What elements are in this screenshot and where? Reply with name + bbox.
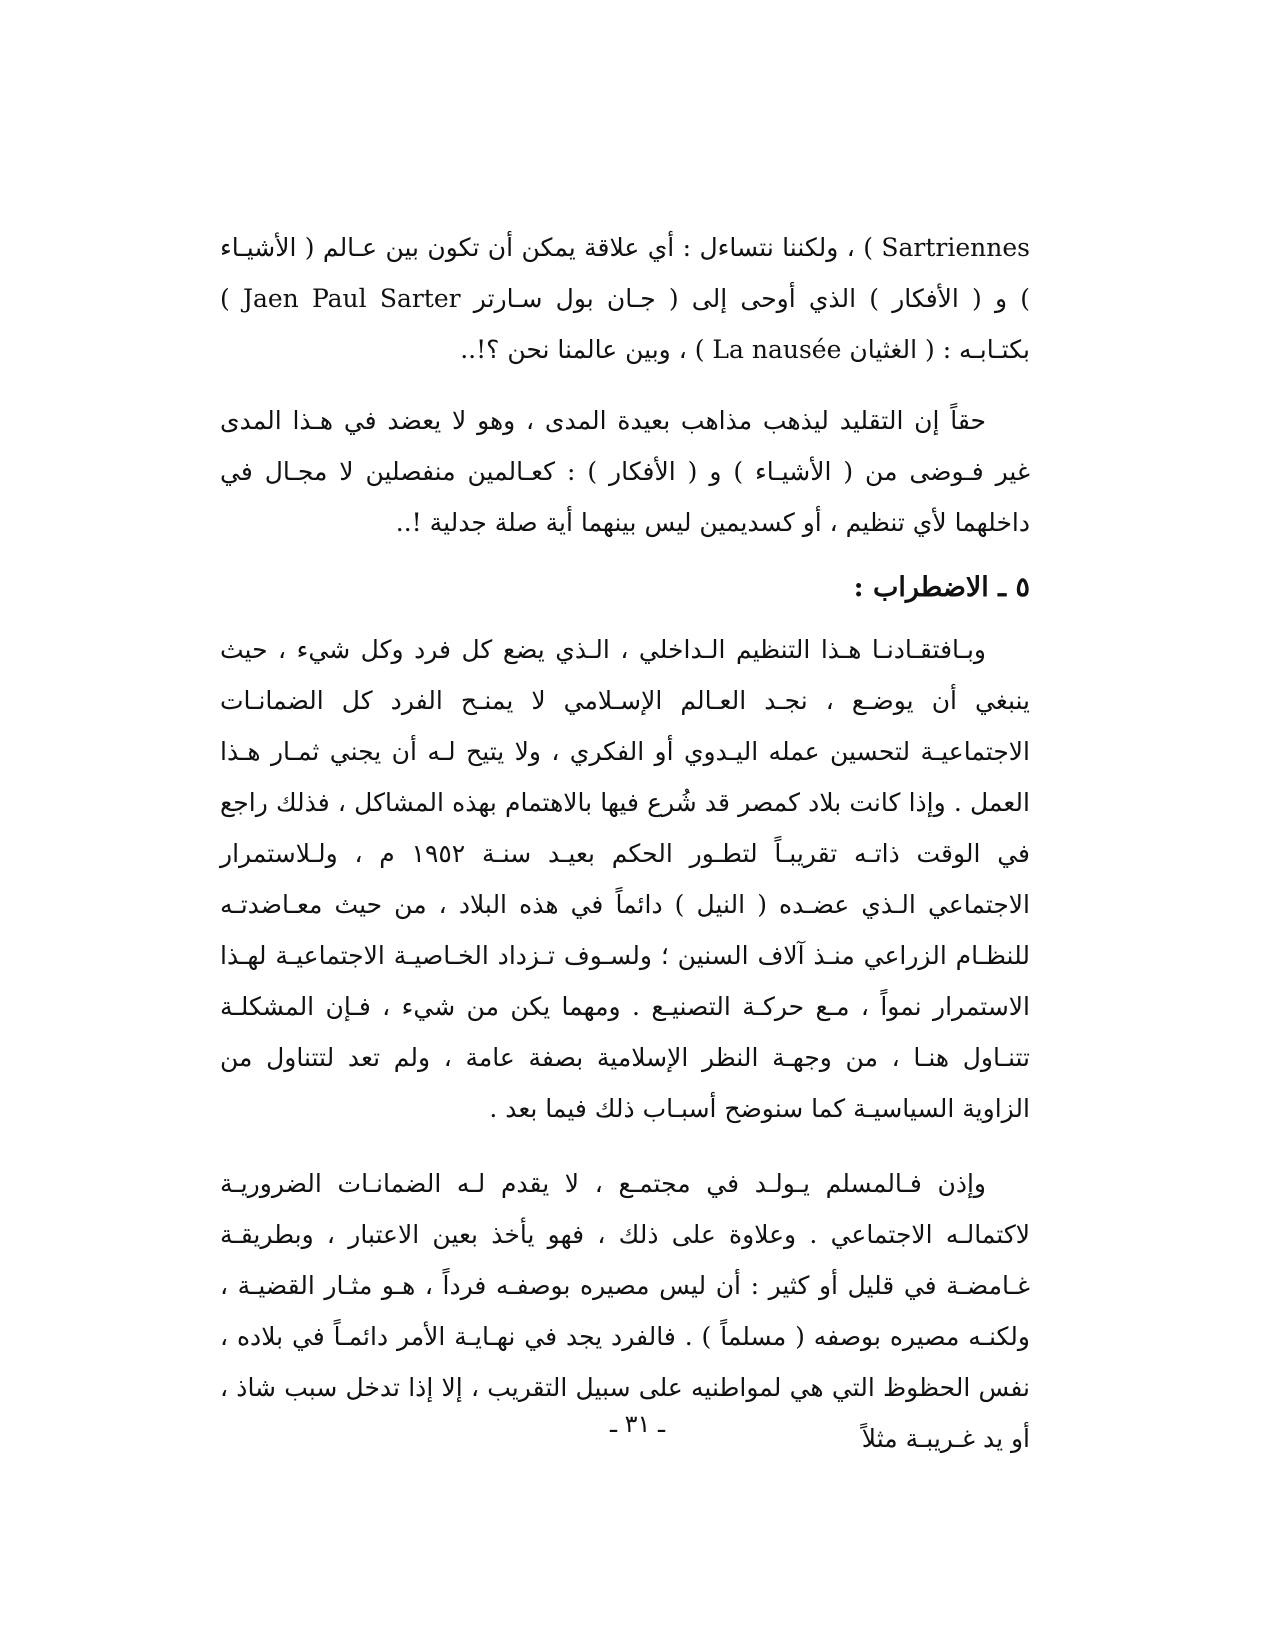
page-body xyxy=(220,222,1030,1464)
paragraph-2: حقاً إن التقليد ليذهب مذاهب بعيدة المدى ، وهو لا يعضد في هـذا المدى غير فـوضى من ( الأشيـاء ) و ( الأفكار ) : كعـالمين منفصلين لا مجـال في داخلهما لأي تنظيم ، أو كسديمين ليس بينهما أية صلة جدلية !.. xyxy=(220,406,1030,537)
paragraph-4: وإذن فـالمسلم يـولـد في مجتمـع ، لا يقدم لـه الضمانـات الضروريـة لاكتمالـه الاجتماعي . وعلاوة على ذلك ، فهو يأخذ بعين الاعتبار ، وبطريقـة غـامضـة في قليل أو كثير : أن ليس مصيره بوصفـه فرداً ، هـو مثـار القضيـة ، ولكنـه مصيره بوصفه ( مسلماً ) . فالفرد يجد في نهـايـة الأمر دائمـاً في بلاده ، نفس الحظوظ التي هي لمواطنيه على سبيل التقريب ، إلا إذا تدخل سبب شاذ ، أو يد غـريبـة مثلاً xyxy=(220,1169,1030,1453)
page-number: ـ ٣١ ـ xyxy=(609,1410,666,1438)
section-heading: ٥ ـ الاضطراب : xyxy=(853,572,1030,603)
paragraph-3: وبـافتقـادنـا هـذا التنظيم الـداخلي ، الـذي يضع كل فرد وكل شيء ، حيث ينبغي أن يوضـع ، نجـد العـالم الإسـلامي لا يمنـح الفرد كل الضمانـات الاجتماعيـة لتحسين عمله اليـدوي أو الفكري ، ولا يتيح لـه أن يجني ثمـار هـذا العمل . وإذا كانت بلاد كمصر قد شُرع فيها بالاهتمام بهذه المشاكل ، فذلك راجع في الوقت ذاتـه تقريبـاً لتطـور الحكم بعيـد سنـة ١٩٥٢ م ، ولـلاستمرار الاجتماعي الـذي عضـده ( النيل ) دائماً في هذه البلاد ، من حيث معـاضدتـه للنظـام الزراعي منـذ آلاف السنين ؛ ولسـوف تـزداد الخـاصيـة الاجتماعيـة لهـذا الاستمرار نمواً ، مـع حركـة التصنيـع . ومهما يكن من شيء ، فـإن المشكلـة تتنـاول هنـا ، من وجهـة النظر الإسلامية بصفة عامة ، ولم تعد لتتناول من الزاوية السياسيـة كما سنوضح أسبـاب ذلك فيما بعد . xyxy=(220,635,1030,1123)
paragraph-1: Sartriennes ) ، ولكننا نتساءل : أي علاقة يمكن أن تكون بين عـالم ( الأشيـاء ) و ( الأفكار ) الذي أوحى إلى ( جـان بول سـارتر Jaen Paul Sarter ) بكتـابـه : ( الغثيان La nausée ) ، وبين عالمنا نحن ؟!.. xyxy=(220,233,1030,364)
